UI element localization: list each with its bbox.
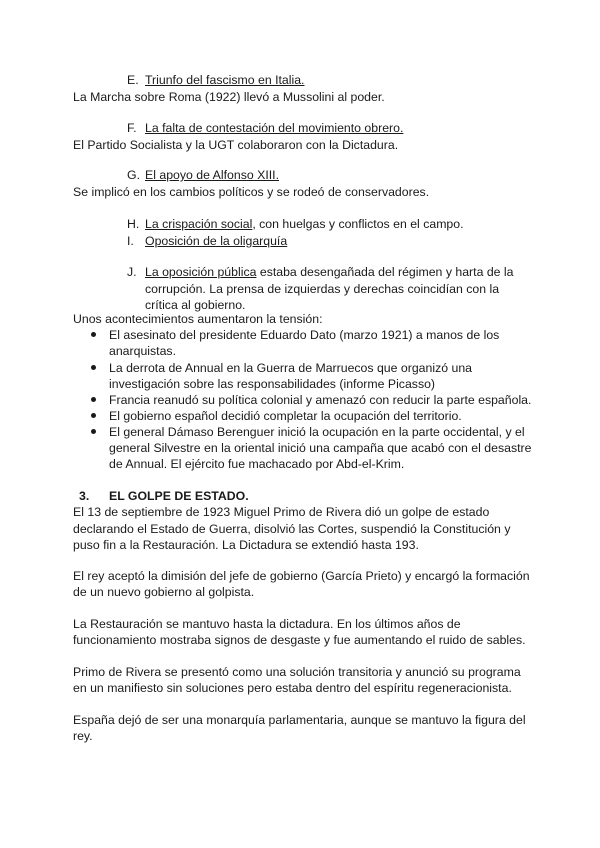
item-marker-f: F. [127, 121, 137, 135]
bullet-5-line-1: El general Dámaso Berenguer inició la ocupación en la parte occidental, y el [109, 425, 525, 439]
bullet-3-line-1: Francia reanudó su política colonial y amenazó con reducir la parte española. [109, 393, 532, 407]
golpe-p5-line-2: rey. [73, 729, 93, 743]
bullet-2-line-2: investigación sobre las responsabilidades (informe Picasso) [109, 377, 436, 391]
item-rest-j: estaba desengañada del régimen y harta de la [256, 265, 514, 279]
golpe-p2-line-2: de un nuevo gobierno al golpista. [73, 585, 255, 599]
section-number: 3. [79, 489, 90, 503]
golpe-p2-line-1: El rey aceptó la dimisión del jefe de gobierno (García Prieto) y encargó la formación [73, 569, 530, 583]
bullet-5-line-2: general Silvestre en la oriental inició una campaña que acabó con el desastre [109, 441, 532, 455]
item-marker-g: G. [127, 168, 140, 182]
golpe-p5-line-1: España dejó de ser una monarquía parlamentaria, aunque se mantuvo la figura del [73, 713, 526, 727]
bullet-dot-3 [91, 397, 96, 402]
item-text-e: La Marcha sobre Roma (1922) llevó a Mussolini al poder. [73, 90, 385, 104]
bullet-4-line-1: El gobierno español decidió completar la ocupación del territorio. [109, 409, 462, 423]
golpe-p1-line-2: declarando el Estado de Guerra, disolvió las Cortes, suspendió la Constitución y [73, 522, 511, 536]
bullet-5-line-3: de Annual. El ejército fue machacado por Abd-el-Krim. [109, 457, 405, 471]
section-heading: EL GOLPE DE ESTADO. [109, 489, 249, 503]
golpe-p4-line-2: en un manifiesto sin soluciones pero estaba dentro del espíritu regeneracionista. [73, 681, 512, 695]
item-cont-j-1: corrupción. La prensa de izquierdas y derechas coincidían con la [145, 282, 500, 296]
golpe-p1-line-3: puso fin a la Restauración. La Dictadura se extendió hasta 193. [73, 538, 419, 552]
item-marker-i: I. [127, 234, 134, 248]
item-title-g: El apoyo de Alfonso XIII. [145, 168, 279, 182]
golpe-p3-line-1: La Restauración se mantuvo hasta la dictadura. En los últimos años de [73, 617, 461, 631]
golpe-p3-line-2: funcionamiento mostraba signos de desgaste y fue aumentando el ruido de sables. [73, 633, 526, 647]
bullet-dot-4 [91, 413, 96, 418]
item-line-j [145, 264, 514, 280]
bullet-dot-2 [91, 365, 96, 370]
golpe-p1-line-1: El 13 de septiembre de 1923 Miguel Primo de Rivera dió un golpe de estado [73, 505, 490, 519]
item-text-g: Se implicó en los cambios políticos y se rodeó de conservadores. [73, 185, 430, 199]
item-text-f: El Partido Socialista y la UGT colaboraron con la Dictadura. [73, 138, 399, 152]
item-marker-h: H. [127, 217, 140, 231]
item-line-h [145, 216, 464, 232]
bullet-dot-5 [91, 429, 96, 434]
item-title-e: Triunfo del fascismo en Italia. [145, 73, 305, 87]
item-title-i: Oposición de la oligarquía [145, 234, 288, 248]
item-marker-e: E. [127, 73, 139, 87]
bullet-1-line-1: El asesinato del presidente Eduardo Dato (marzo 1921) a manos de los [109, 328, 500, 342]
item-title-f: La falta de contestación del movimiento obrero. [145, 121, 404, 135]
golpe-p4-line-1: Primo de Rivera se presentó como una solución transitoria y anunció su programa [73, 665, 521, 679]
item-cont-j-2: crítica al gobierno. [145, 298, 246, 312]
bullet-2-line-1: La derrota de Annual en la Guerra de Marruecos que organizó una [109, 361, 472, 375]
item-title-j: La oposición pública [145, 265, 257, 279]
item-rest-h: , con huelgas y conflictos en el campo. [252, 217, 464, 231]
item-marker-j: J. [127, 265, 137, 279]
item-title-h: La crispación social [145, 217, 253, 231]
tension-intro: Unos acontecimientos aumentaron la tensión: [73, 312, 323, 326]
bullet-dot-1 [91, 332, 96, 337]
bullet-1-line-2: anarquistas. [109, 344, 176, 358]
